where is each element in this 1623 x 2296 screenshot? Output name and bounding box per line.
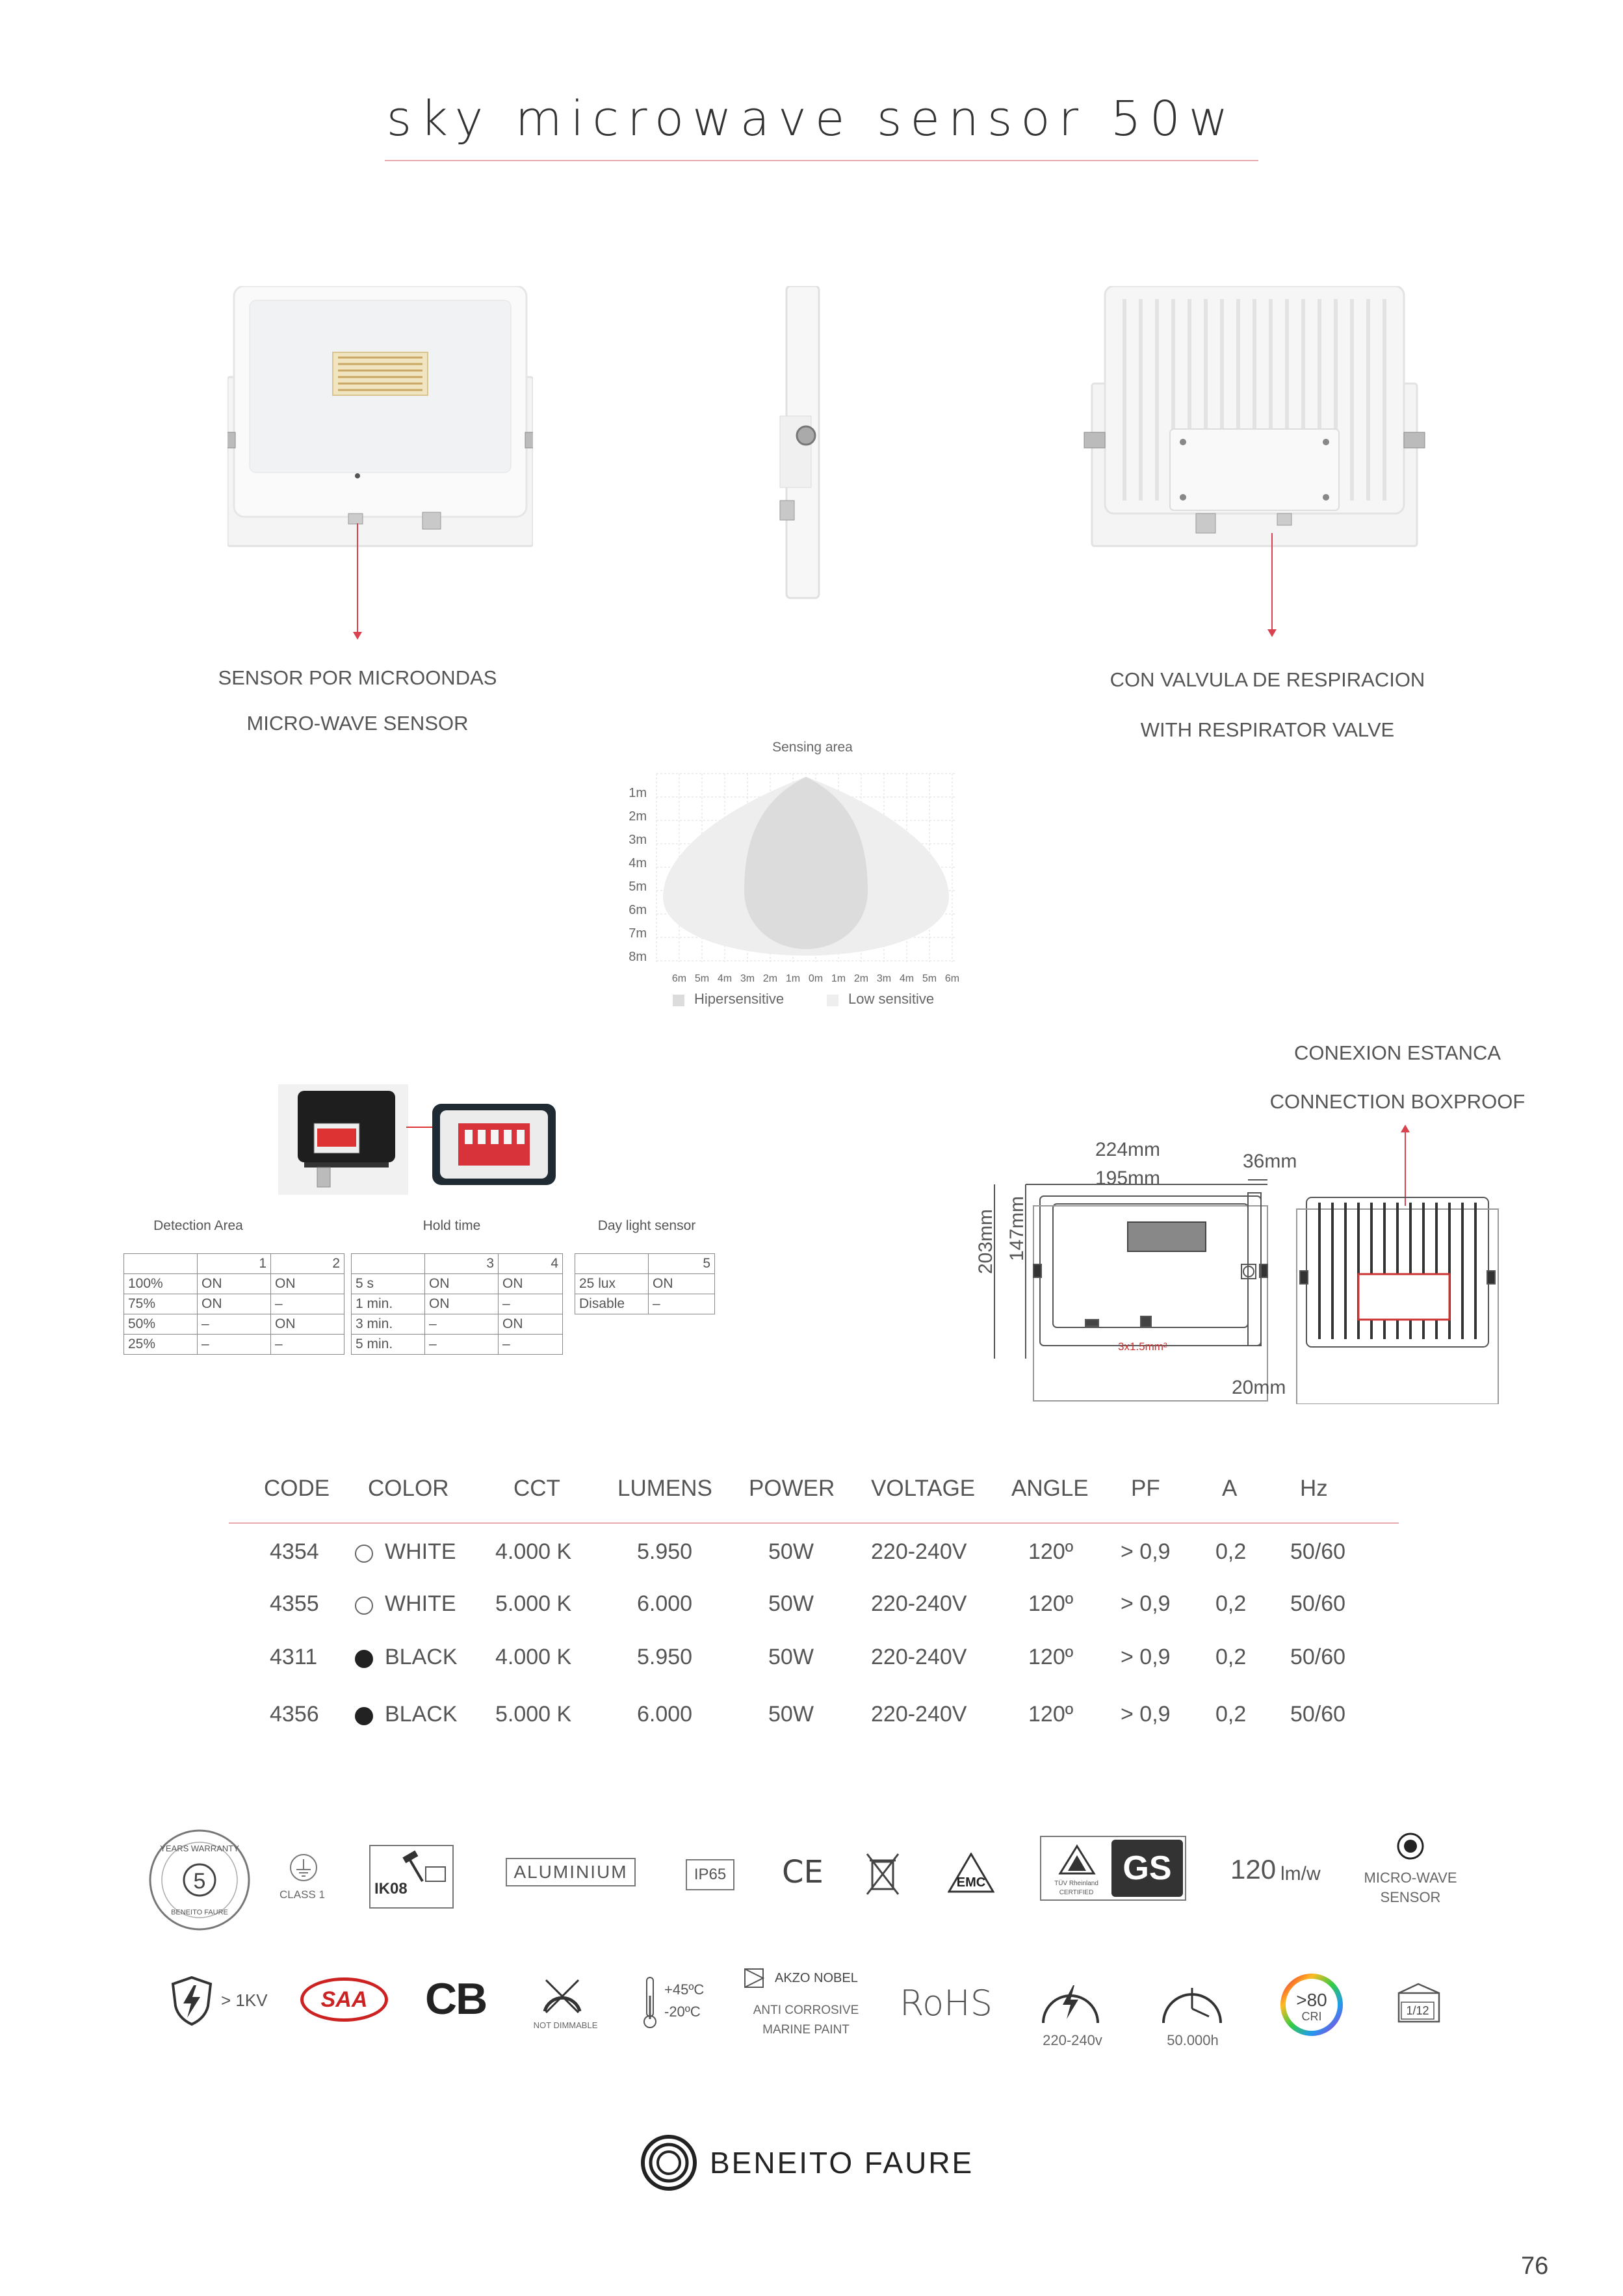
spec-cell-hz: 50/60 [1290,1539,1346,1564]
dip-connector-line [406,1127,434,1128]
sensing-x-tick: 1m [831,973,846,984]
spec-header-code: CODE [264,1476,330,1501]
lifetime-clock-icon [1157,1976,1227,2028]
microwave-sensor-icon [1396,1832,1425,1860]
sensor-label-en: MICRO-WAVE SENSOR [246,712,469,735]
spec-cell-cct: 4.000 K [495,1645,572,1669]
valve-label-es: CON VALVULA DE RESPIRACION [1110,668,1425,691]
table-row: 100% ON ON [124,1274,344,1294]
dim-bracket: 20mm [1232,1377,1286,1398]
spec-cell-cct: 4.000 K [495,1539,572,1564]
dim-width-inner: 195mm [1095,1168,1161,1189]
ce-mark-icon: CE [782,1854,824,1890]
class1-label: CLASS 1 [279,1888,325,1901]
spec-cell-code: 4355 [270,1591,319,1616]
tuv-triangle-icon [1058,1844,1097,1876]
spec-cell-angle: 120º [1028,1702,1074,1727]
brand-logo-icon [640,2133,698,2192]
paint-icon [742,1966,766,1990]
legend-hiper-label: Hipersensitive [694,991,785,1007]
sensing-x-tick: 5m [694,973,710,984]
sensor-arrow-line [357,523,358,634]
sensing-y-tick: 2m [629,809,647,824]
table-row: 5 min. – – [352,1335,563,1355]
spec-cell-voltage: 220-240V [871,1702,967,1727]
color-swatch [355,1597,373,1615]
table-row: 3 4 [352,1254,563,1274]
micro-label-2: SENSOR [1380,1889,1441,1905]
dim-cable: 3x1.5mm² [1118,1340,1167,1353]
svg-text:BENEITO FAURE: BENEITO FAURE [171,1909,228,1916]
svg-text:>80: >80 [1296,1990,1327,2010]
valve-arrow-line [1271,533,1273,631]
spec-cell-power: 50W [768,1539,814,1564]
temp-low: -20ºC [664,2003,701,2020]
spec-header-hz: Hz [1300,1476,1328,1501]
sensing-x-tick: 6m [671,973,687,984]
spec-cell-voltage: 220-240V [871,1645,967,1669]
table-row: 25% – – [124,1335,344,1355]
sensing-x-tick: 2m [853,973,869,984]
svg-text:EMC: EMC [956,1875,986,1890]
spec-header-power: POWER [749,1476,835,1501]
sensing-y-tick: 3m [629,833,647,847]
aluminium-badge: ALUMINIUM [506,1858,636,1886]
spec-header-lumens: LUMENS [617,1476,712,1501]
sensing-x-tick: 2m [762,973,778,984]
ik08-label: IK08 [374,1880,408,1898]
surge-shield-icon [169,1975,214,2027]
hold-title: Hold time [422,1218,481,1233]
class1-earth-icon [289,1853,318,1883]
spec-cell-a: 0,2 [1215,1702,1247,1727]
sensing-x-tick: 4m [717,973,733,984]
ip65-badge: IP65 [686,1859,734,1890]
table-row: Disable – [575,1294,715,1314]
svg-text:5: 5 [193,1869,206,1894]
spec-cell-color: BLACK [385,1702,458,1727]
marine-paint-label: MARINE PAINT [762,2023,850,2037]
sensing-y-tick: 1m [629,786,647,800]
dim-depth: 36mm [1243,1151,1297,1172]
spec-cell-angle: 120º [1028,1591,1074,1616]
sensing-x-tick: 1m [785,973,801,984]
detection-table [123,1253,344,1355]
spec-cell-cct: 5.000 K [495,1702,572,1727]
spec-cell-color: BLACK [385,1645,458,1669]
surge-label: > 1KV [221,1990,268,2010]
spec-cell-code: 4354 [270,1539,319,1564]
sensing-x-tick: 3m [876,973,892,984]
sensing-y-tick: 4m [629,856,647,870]
voltage-gauge-icon [1037,1976,1104,2028]
table-row: 75% ON – [124,1294,344,1314]
dim-height-inner: 147mm [1006,1195,1028,1261]
sensing-x-tick: 4m [899,973,915,984]
spec-cell-code: 4356 [270,1702,319,1727]
spec-header-angle: ANGLE [1011,1476,1089,1501]
table-row: 3 min. – ON [352,1314,563,1335]
spec-cell-power: 50W [768,1645,814,1669]
tuv-label: TÜV Rheinland [1054,1880,1098,1887]
spec-cell-lumens: 6.000 [637,1702,693,1727]
boxproof-arrow-head [1401,1125,1410,1132]
anti-corrosive-label: ANTI CORROSIVE [753,2003,859,2017]
spec-cell-lumens: 6.000 [637,1591,693,1616]
spec-header-pf: PF [1131,1476,1160,1501]
temp-high: +45ºC [664,1981,705,1998]
sensing-x-tick: 3m [740,973,755,984]
sensor-arrow-head [353,632,362,640]
spec-cell-color: WHITE [385,1539,456,1564]
spec-header-cct: CCT [513,1476,560,1501]
spec-header-a: A [1222,1476,1238,1501]
efficacy-value: 120 [1230,1854,1277,1885]
weee-bin-icon [864,1851,901,1897]
sensing-y-tick: 8m [629,950,647,964]
akzo-label: AKZO NOBEL [775,1971,858,1985]
table-row: 1 min. ON – [352,1294,563,1314]
svg-text:1/12: 1/12 [1406,2004,1429,2017]
daylight-table [575,1253,715,1314]
not-dimmable-label: NOT DIMMABLE [533,2020,598,2030]
thermometer-icon [642,1976,658,2029]
table-row: 5 s ON ON [352,1274,563,1294]
spec-cell-lumens: 5.950 [637,1539,693,1564]
legend-hiper-swatch [673,995,684,1006]
spec-cell-hz: 50/60 [1290,1702,1346,1727]
sensing-title: Sensing area [772,740,853,755]
dip-switch-zoom [432,1104,556,1185]
detection-title: Detection Area [153,1218,243,1233]
spec-cell-a: 0,2 [1215,1645,1247,1669]
efficacy-unit: lm/w [1280,1863,1321,1885]
page-number: 76 [1521,2252,1549,2280]
table-row: 50% – ON [124,1314,344,1335]
spec-cell-pf: > 0,9 [1121,1702,1171,1727]
sensing-y-tick: 5m [629,880,647,894]
spec-cell-a: 0,2 [1215,1539,1247,1564]
tuv-cert-label: CERTIFIED [1059,1889,1094,1896]
spec-header-color: COLOR [368,1476,449,1501]
dip-switch-photo [278,1084,408,1195]
spec-header-underline [229,1522,1399,1524]
hold-table [351,1253,563,1355]
warranty-seal-icon [146,1827,253,1934]
hammer-icon [396,1849,448,1888]
rohs-mark-icon: RoHS [900,1983,993,2024]
svg-text:CRI: CRI [1301,2010,1322,2023]
voltage-label: 220-240v [1043,2032,1102,2048]
sensing-y-tick: 7m [629,926,647,941]
valve-label-en: WITH RESPIRATOR VALVE [1140,718,1395,741]
daylight-title: Day light sensor [597,1218,696,1233]
boxproof-label-es: CONEXION ESTANCA [1293,1041,1501,1064]
sensor-label-es: SENSOR POR MICROONDAS [218,666,497,689]
gs-mark-icon: GS [1111,1840,1183,1897]
spec-cell-voltage: 220-240V [871,1591,967,1616]
legend-low-label: Low sensitive [848,991,935,1007]
dim-height-outer: 203mm [975,1208,996,1274]
micro-label-1: MICRO-WAVE [1364,1870,1457,1886]
spec-cell-voltage: 220-240V [871,1539,967,1564]
lamp-back-photo [1079,286,1443,605]
page-title: sky microwave sensor 50w [386,91,1237,147]
lamp-side-photo [767,286,858,605]
color-swatch [355,1707,373,1725]
sensing-x-tick: 0m [808,973,824,984]
spec-cell-hz: 50/60 [1290,1645,1346,1669]
spec-cell-pf: > 0,9 [1121,1539,1171,1564]
cb-scheme-icon: CB [425,1974,487,2024]
spec-cell-a: 0,2 [1215,1591,1247,1616]
spec-cell-power: 50W [768,1702,814,1727]
sensing-x-tick: 6m [944,973,960,984]
spec-cell-hz: 50/60 [1290,1591,1346,1616]
sensing-y-tick: 6m [629,903,647,917]
sensing-x-tick: 5m [922,973,937,984]
table-row: 1 2 [124,1254,344,1274]
table-row: 25 lux ON [575,1274,715,1294]
lifetime-label: 50.000h [1167,2032,1219,2048]
emc-icon [948,1853,994,1894]
ik08-icon [369,1845,454,1909]
valve-arrow-head [1267,629,1277,637]
svg-text:YEARS WARRANTY: YEARS WARRANTY [160,1844,239,1853]
tuv-gs-badge [1040,1836,1186,1901]
brand-name: BENEITO FAURE [710,2146,974,2180]
color-swatch [355,1650,373,1668]
saa-icon: SAA [300,1977,388,2022]
boxproof-label-en: CONNECTION BOXPROOF [1269,1090,1526,1113]
spec-cell-code: 4311 [270,1645,318,1669]
spec-header-voltage: VOLTAGE [871,1476,976,1501]
spec-cell-pf: > 0,9 [1121,1645,1171,1669]
cri-wheel-icon [1279,1972,1344,2037]
title-underline [385,160,1258,161]
color-swatch [355,1545,373,1563]
spec-cell-color: WHITE [385,1591,456,1616]
spec-cell-power: 50W [768,1591,814,1616]
technical-drawing [981,1144,1501,1404]
legend-low-swatch [827,995,838,1006]
spec-cell-cct: 5.000 K [495,1591,572,1616]
spec-cell-angle: 120º [1028,1645,1074,1669]
spec-cell-angle: 120º [1028,1539,1074,1564]
table-row: 5 [575,1254,715,1274]
lamp-front-photo [227,286,533,605]
spec-cell-lumens: 5.950 [637,1645,693,1669]
dim-width-outer: 224mm [1095,1139,1161,1160]
not-dimmable-icon [541,1976,584,2015]
box-packaging-icon [1392,1979,1444,2028]
spec-cell-pf: > 0,9 [1121,1591,1171,1616]
